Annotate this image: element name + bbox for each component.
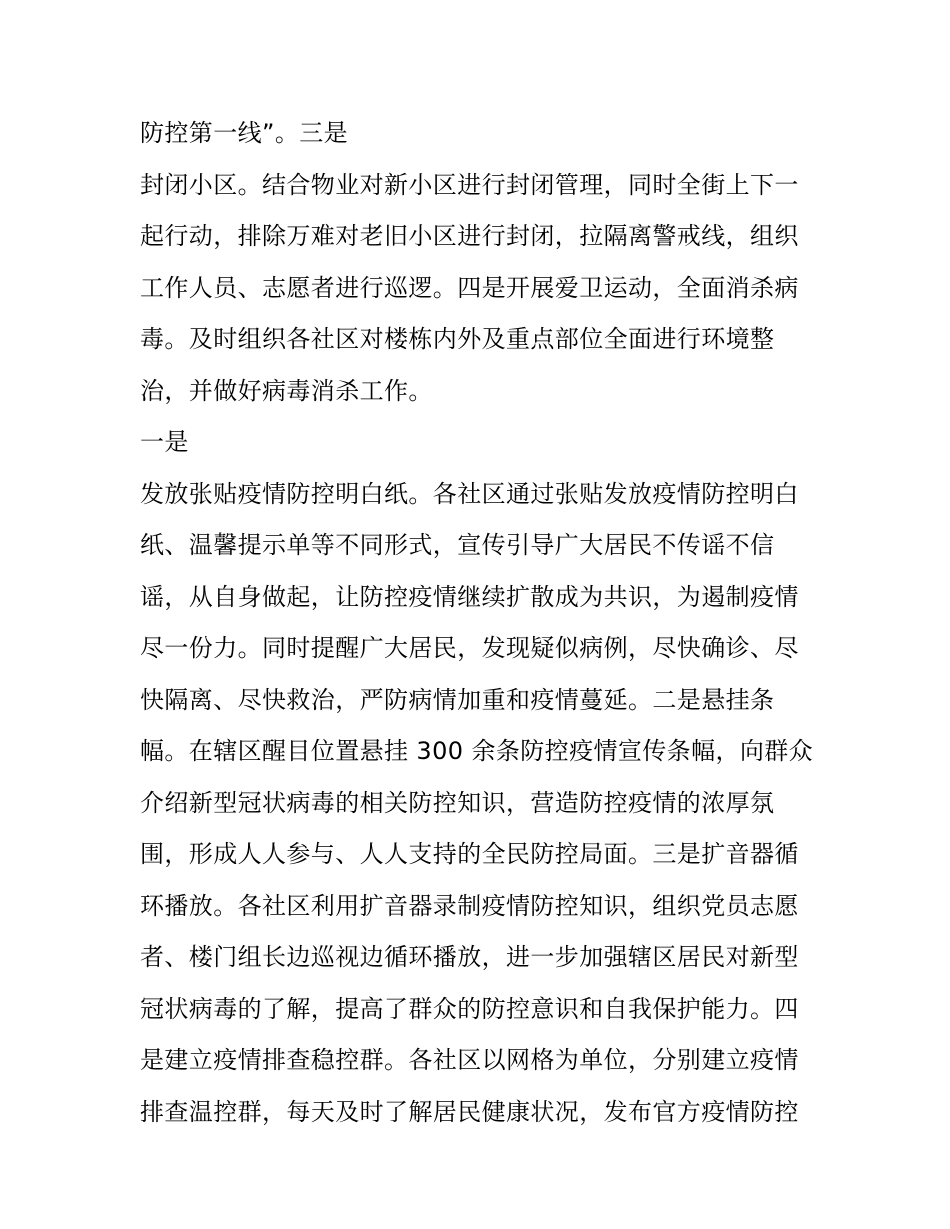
text-line: 谣，从自身做起，让防控疫情继续扩散成为共识，为遏制疫情 [140,582,799,611]
text-line: 快隔离、尽快救治，严防病情加重和疫情蔓延。二是悬挂条 [140,685,775,714]
text-line: 介绍新型冠状病毒的相关防控知识，营造防控疫情的浓厚氛 [140,788,775,817]
text-line: 治，并做好病毒消杀工作。 [140,376,433,405]
text-line: 围，形成人人参与、人人支持的全民防控局面。三是扩音器循 [140,840,799,868]
text-line: 发放张贴疫情防控明白纸。各社区通过张贴发放疫情防控明白 [140,479,799,508]
text-line: 是建立疫情排查稳控群。各社区以网格为单位，分别建立疫情 [140,1046,799,1074]
text-line: 封闭小区。结合物业对新小区进行封闭管理，同时全街上下一 [140,170,799,199]
text-line: 起行动，排除万难对老旧小区进行封闭，拉隔离警戒线，组织 [140,222,799,250]
body-text [140,108,820,1138]
text-line: 尽一份力。同时提醒广大居民，发现疑似病例，尽快确诊、尽 [140,634,799,662]
text-line: 冠状病毒的了解，提高了群众的防控意识和自我保护能力。四 [140,994,799,1023]
text-line: 排查温控群，每天及时了解居民健康状况，发布官方疫情防控 [140,1097,799,1126]
text-line: 一是 [140,428,189,456]
text-line: 纸、温馨提示单等不同形式，宣传引导广大居民不传谣不信 [140,531,775,559]
text-line: 毒。及时组织各社区对楼栋内外及重点部位全面进行环境整 [140,325,775,353]
text-line: 者、楼门组长边巡视边循环播放，进一步加强辖区居民对新型 [140,943,799,971]
text-line: 幅。在辖区醒目位置悬挂 300 余条防控疫情宣传条幅，向群众 [140,737,814,765]
text-line: 工作人员、志愿者进行巡逻。四是开展爱卫运动，全面消杀病 [140,273,799,302]
text-line: 防控第一线”。三是 [140,119,349,147]
text-line: 环播放。各社区利用扩音器录制疫情防控知识，组织党员志愿 [140,891,799,920]
